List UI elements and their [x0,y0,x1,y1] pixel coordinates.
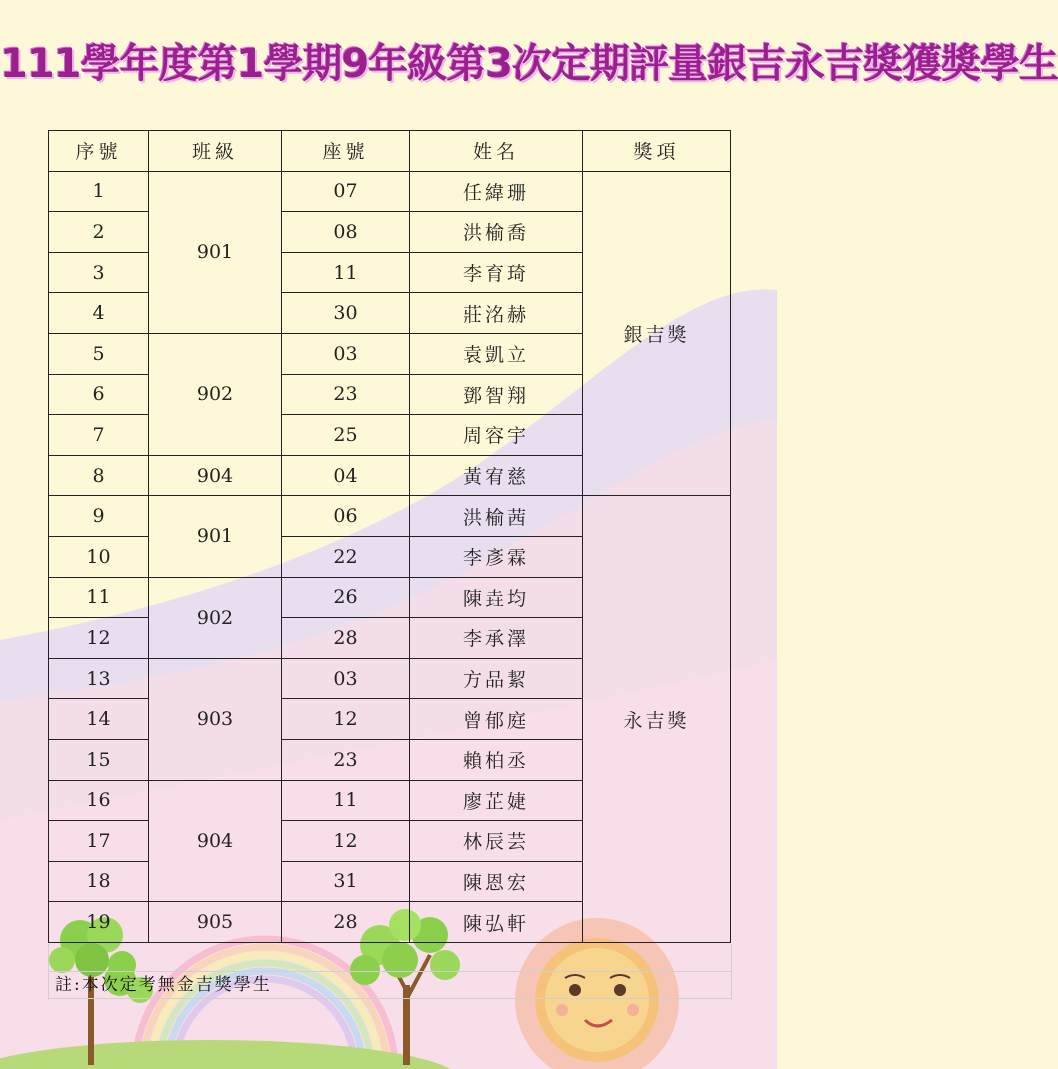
cell-seq: 9 [49,496,149,537]
cell-seq: 12 [49,618,149,659]
cell-name: 李承澤 [410,618,583,659]
header-seq: 序號 [49,131,149,172]
cell-name: 林辰芸 [410,821,583,862]
header-seat: 座號 [282,131,410,172]
cell-seq: 4 [49,293,149,334]
cell-seq: 6 [49,374,149,415]
cell-class: 904 [149,455,282,496]
cell-seat: 26 [282,577,410,618]
cell-seq: 3 [49,252,149,293]
cell-seat: 22 [282,536,410,577]
cell-name: 方品絜 [410,658,583,699]
cell-seq: 16 [49,780,149,821]
cell-seat: 12 [282,699,410,740]
cell-class: 903 [149,658,282,780]
cell-name: 陳恩宏 [410,861,583,902]
note-box [48,944,732,1000]
cell-seat: 12 [282,821,410,862]
cell-seq: 2 [49,212,149,253]
cell-name: 莊洺赫 [410,293,583,334]
cell-class: 902 [149,577,282,658]
cell-class: 901 [149,496,282,577]
cell-seat: 06 [282,496,410,537]
header-award: 獎項 [583,131,731,172]
cell-seq: 19 [49,902,149,943]
cell-seat: 03 [282,333,410,374]
cell-name: 陳垚均 [410,577,583,618]
award-table [48,130,731,943]
cell-class: 904 [149,780,282,902]
cell-seat: 23 [282,739,410,780]
cell-name: 黃宥慈 [410,455,583,496]
cell-seat: 08 [282,212,410,253]
cell-seat: 25 [282,415,410,456]
cell-class: 901 [149,171,282,333]
cell-name: 鄧智翔 [410,374,583,415]
cell-name: 袁凱立 [410,333,583,374]
cell-name: 任緯珊 [410,171,583,212]
cell-name: 李彥霖 [410,536,583,577]
table-header-row [49,131,731,172]
cell-seat: 04 [282,455,410,496]
cell-name: 李育琦 [410,252,583,293]
cell-seq: 13 [49,658,149,699]
cell-seat: 31 [282,861,410,902]
cell-name: 洪榆茜 [410,496,583,537]
cell-seat: 11 [282,252,410,293]
table-row [49,171,731,212]
cell-award: 永吉獎 [583,496,731,943]
cell-seat: 30 [282,293,410,334]
cell-seq: 1 [49,171,149,212]
cell-seat: 07 [282,171,410,212]
header-class: 班級 [149,131,282,172]
cell-seq: 5 [49,333,149,374]
cell-seq: 11 [49,577,149,618]
cell-name: 賴柏丞 [410,739,583,780]
cell-seq: 17 [49,821,149,862]
page-title: 111學年度第1學期9年級第3次定期評量銀吉永吉獎獲獎學生 [0,41,1058,87]
note-text: 註:本次定考無金吉獎學生 [49,972,731,999]
cell-class: 905 [149,902,282,943]
header-name: 姓名 [410,131,583,172]
cell-seat: 23 [282,374,410,415]
cell-seat: 28 [282,902,410,943]
cell-name: 陳弘軒 [410,902,583,943]
cell-name: 洪榆喬 [410,212,583,253]
cell-name: 廖芷婕 [410,780,583,821]
cell-class: 902 [149,333,282,455]
cell-seat: 11 [282,780,410,821]
cell-seat: 03 [282,658,410,699]
table-row [49,496,731,537]
cell-seq: 8 [49,455,149,496]
cell-seq: 14 [49,699,149,740]
cell-seq: 7 [49,415,149,456]
cell-award: 銀吉獎 [583,171,731,496]
table-body [49,171,731,942]
cell-seq: 10 [49,536,149,577]
cell-seq: 18 [49,861,149,902]
cell-name: 曾郁庭 [410,699,583,740]
cell-seq: 15 [49,739,149,780]
cell-name: 周容宇 [410,415,583,456]
cell-seat: 28 [282,618,410,659]
